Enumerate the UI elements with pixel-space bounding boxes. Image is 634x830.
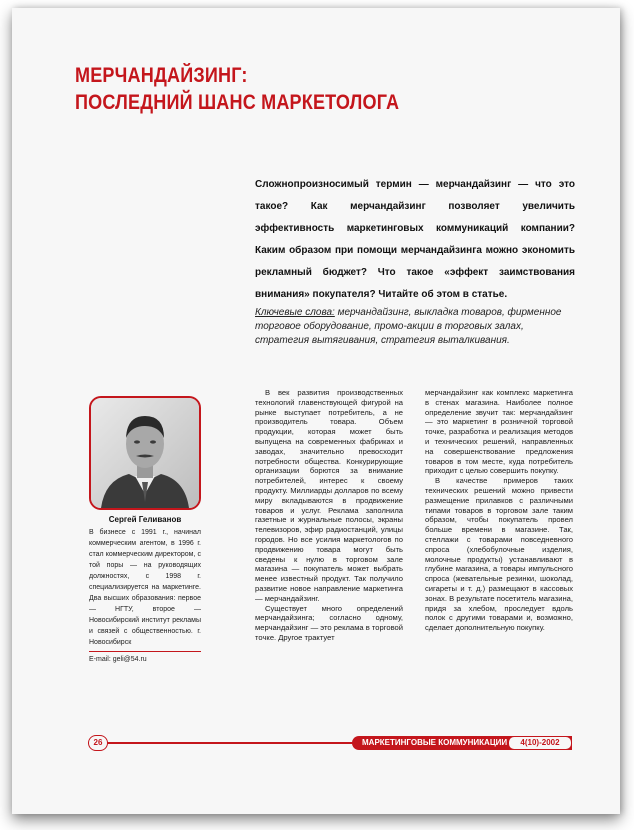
bio-divider [89, 651, 201, 652]
issue-number: 4(10)-2002 [508, 736, 572, 750]
author-portrait-image [91, 398, 199, 508]
journal-title: МАРКЕТИНГОВЫЕ КОММУНИКАЦИИ [362, 738, 508, 747]
body-column-1 [255, 388, 403, 643]
author-name: Сергей Геливанов [108, 515, 182, 524]
body-paragraph: Существует много определений мерчандайзинга; согласно одному, мерчандайзинг — это реклама в торговой точке. Другое трактует [255, 603, 403, 642]
body-paragraph: В век развития производственных технологий главенствующей фигурой на рынке выступает потребитель, а не производитель товара. Объем продукции, которая может быть выпущена на современных фабриках и заводах, значительно превосходит потребности общества. Конкурирующие организации борются за внимание потребителей, интерес к своему продукту. Миллиарды долларов по всему миру вкладываются в продвижение товаров и услуг. Реклама заполнила газетные и журнальные полосы, экраны телевизоров, эфир радиостанций, улицы городов. Но все усилия маркетологов по продвижению товара могут быть сведены к нулю в торговом зале магазина — покупатель может выбрать менее известный продукт. Так получило развитие новое направление маркетинга — мерчандайзинг. [255, 388, 403, 603]
keywords-label: Ключевые слова: [255, 307, 335, 318]
author-photo [89, 396, 201, 510]
page-number: 26 [88, 735, 108, 751]
author-bio: В бизнесе с 1991 г., начинал коммерческим агентом, в 1996 г. стал коммерческим директором, с той поры — на руководящих должностях, с 1998 г. специализируется на маркетинге. Два высших образования: первое — НГТУ, второе — Новосибирский институт рекламы и связей с общественностью. г. Новосибирск [89, 529, 201, 646]
author-email: E-mail: geli@54.ru [89, 656, 147, 663]
body-paragraph: В качестве примеров таких технических решений можно привести размещение прилавков с различными типами товаров в торговом зале таким образом, чтобы покупатель провел больше времени в магазине. Так, стеллажи с товарами повседневного спроса (хлебобулочные изделия, молочные продукты) устанавливают в глубине магазина, а товары импульсного спроса (жевательные резинки, шоколад, сигареты и т. д.) размещают в кассовых зонах. В результате посетитель магазина, придя за хлебом, проследует вдоль полок с другими товарами и, возможно, сделает дополнительную покупку. [425, 476, 573, 633]
title-line-2: ПОСЛЕДНИЙ ШАНС МАРКЕТОЛОГА [75, 91, 400, 114]
keywords-text: мерчандайзинг, выкладка товаров, фирменное торговое оборудование, промо-акции в торговых залах, стратегия вытягивания, стратегия выталкивания. [255, 307, 562, 346]
body-column-2 [425, 388, 573, 633]
article-lead: Сложнопроизносимый термин — мерчандайзинг — что это такое? Как мерчандайзинг позволяет увеличить эффективность маркетинговых коммуникаций компании? Каким образом при помощи мерчандайзинга можно экономить рекламный бюджет? Что такое «эффект заимствования внимания» покупателя? Читайте об этом в статье. [255, 179, 575, 300]
keywords [255, 306, 573, 348]
body-paragraph: мерчандайзинг как комплекс маркетинга в стенах магазина. Наиболее полное определение звучит так: мерчандайзинг — это маркетинг в розничной торговой точке, разработка и реализация методов и технических решений, направленных на совершенствование предложения товаров в том месте, куда потребитель приходит с целью совершить покупку. [425, 388, 573, 476]
magazine-page [12, 8, 620, 814]
article-title [75, 62, 399, 116]
title-line-1: МЕРЧАНДАЙЗИНГ: [75, 64, 248, 87]
